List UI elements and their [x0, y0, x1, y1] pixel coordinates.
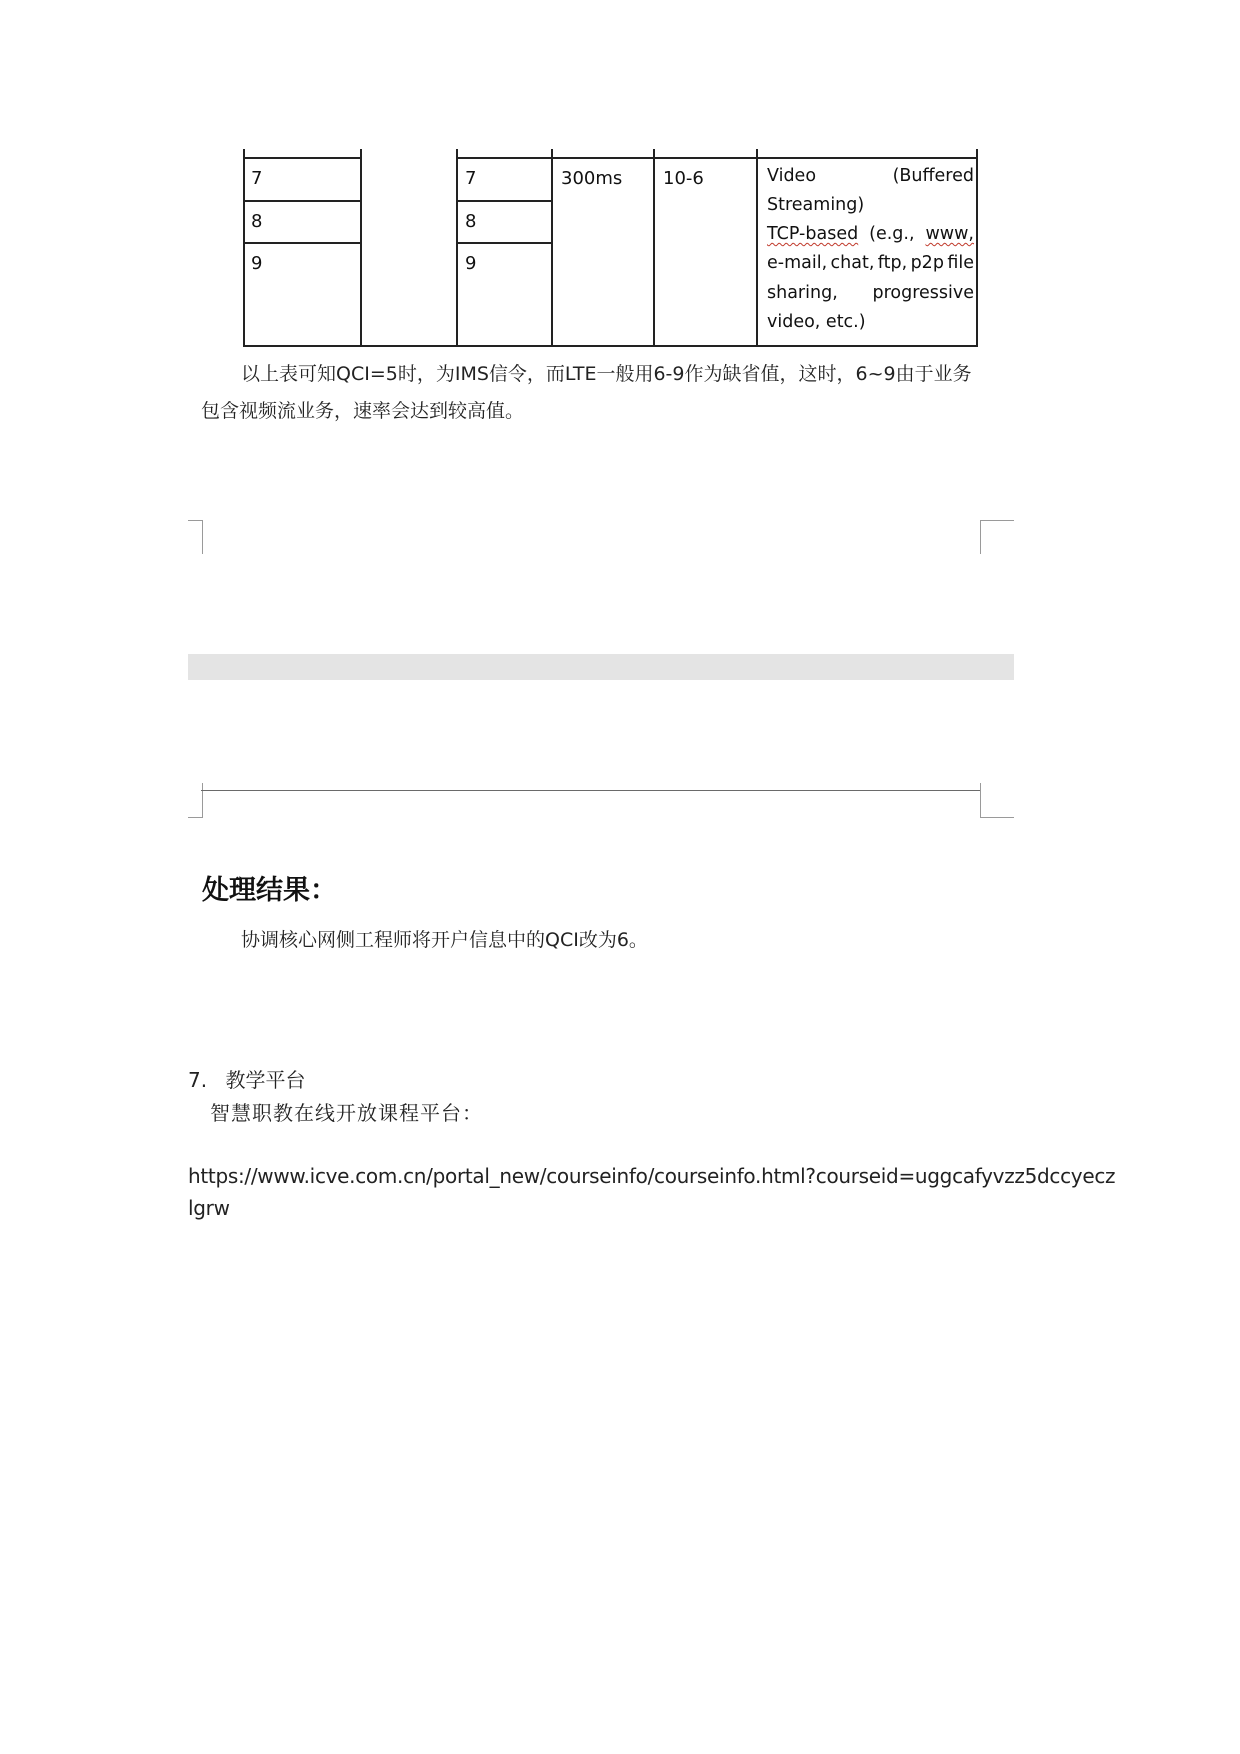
section-7-subtitle: 智慧职教在线开放课程平台： [210, 1101, 483, 1125]
desc-line-3 [767, 224, 974, 244]
loss-rate-cell: 10-6 [663, 168, 704, 189]
section-number: 7. [188, 1068, 208, 1092]
desc-word: www, [925, 224, 974, 244]
table-row-divider-2a [243, 242, 362, 244]
table-row-divider-1a [243, 200, 362, 202]
desc-word: (e.g., [869, 224, 915, 244]
table-border-right [976, 149, 978, 347]
delay-cell: 300ms [561, 168, 623, 189]
desc-word: file [947, 253, 974, 273]
table-border-col5 [756, 149, 758, 347]
qci-cell-7: 7 [251, 168, 263, 189]
crop-mark-top-right [980, 520, 1014, 554]
table-border-top-left [243, 157, 362, 159]
result-heading: 处理结果： [202, 875, 337, 906]
crop-mark-bottom-right [980, 783, 1014, 818]
course-url-line-1[interactable]: https://www.icve.com.cn/portal_new/courseinfo/courseinfo.html?courseid=uggcafyvzz5dccyecz [188, 1164, 1116, 1188]
desc-line-6 [767, 312, 974, 332]
page-gap-bar [188, 654, 1014, 680]
desc-line-1 [767, 166, 974, 186]
table-border-col4 [653, 149, 655, 347]
page-separator-line [201, 790, 980, 791]
table-border-bottom [243, 345, 978, 347]
desc-word: video, etc.) [767, 312, 866, 332]
paragraph-line-1: 以上表可知QCI=5时，为IMS信令，而LTE一般用6-9作为缺省值，这时，6~9由于业务 [241, 363, 972, 385]
desc-word: chat, [830, 253, 875, 273]
desc-word: (Buffered [892, 166, 974, 186]
paragraph-line-2: 包含视频流业务，速率会达到较高值。 [201, 400, 525, 422]
crop-mark-bottom-left [188, 783, 203, 818]
priority-cell-9: 9 [465, 253, 477, 274]
qci-cell-8: 8 [251, 211, 263, 232]
desc-word: progressive [872, 283, 974, 303]
course-url-line-2[interactable]: lgrw [188, 1196, 230, 1220]
table-row-divider-2b [456, 242, 553, 244]
result-text: 协调核心网侧工程师将开户信息中的QCI改为6。 [241, 929, 648, 951]
desc-line-5 [767, 283, 974, 303]
table-border-left [243, 149, 245, 347]
table-row-divider-1b [456, 200, 553, 202]
table-border-col2 [456, 149, 458, 347]
desc-word: e-mail, [767, 253, 828, 273]
table-border-top-right [456, 157, 978, 159]
priority-cell-8: 8 [465, 211, 477, 232]
desc-line-4 [767, 253, 974, 273]
desc-word: Video [767, 166, 817, 186]
desc-word: p2p [910, 253, 944, 273]
desc-word: Streaming) [767, 195, 865, 215]
section-title-text: 教学平台 [225, 1068, 306, 1092]
crop-mark-top-left [188, 520, 203, 554]
desc-word: ftp, [877, 253, 908, 273]
priority-cell-7: 7 [465, 168, 477, 189]
section-7-title [188, 1064, 305, 1093]
desc-word: sharing, [767, 283, 838, 303]
table-border-col1 [360, 149, 362, 347]
desc-line-2 [767, 195, 974, 215]
desc-word: TCP-based [767, 224, 859, 244]
table-border-col3 [551, 149, 553, 347]
qci-cell-9: 9 [251, 253, 263, 274]
